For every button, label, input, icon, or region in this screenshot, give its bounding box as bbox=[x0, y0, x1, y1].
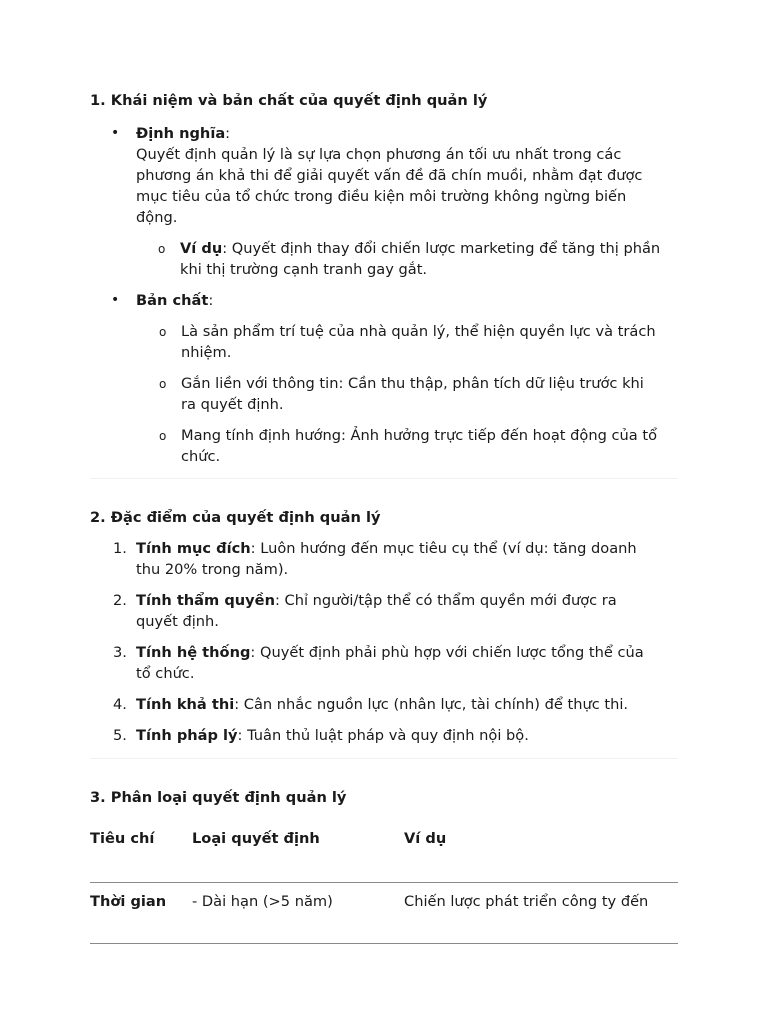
list-number: 1. bbox=[113, 540, 127, 557]
section-3-heading: 3. Phân loại quyết định quản lý bbox=[90, 789, 347, 806]
characteristic-text-cont: thu 20% trong năm). bbox=[136, 561, 289, 578]
section-divider bbox=[90, 478, 678, 479]
characteristic-item bbox=[90, 725, 678, 746]
table-cell: Thời gian bbox=[90, 883, 192, 944]
nature-item-text: Mang tính định hướng: Ảnh hưởng trực tiếp đến hoạt động của tổ bbox=[181, 427, 658, 444]
example-label: Ví dụ bbox=[180, 240, 223, 257]
circle-bullet-icon: o bbox=[159, 377, 167, 391]
characteristic-text-cont: quyết định. bbox=[136, 613, 219, 630]
characteristic-item bbox=[90, 590, 678, 632]
table-cell: - Dài hạn (>5 năm) bbox=[192, 883, 404, 944]
characteristic-term: Tính mục đích bbox=[136, 540, 251, 557]
table-cell: Chiến lược phát triển công ty đến bbox=[404, 883, 678, 944]
nature-item-text: Gắn liền với thông tin: Cần thu thập, phân tích dữ liệu trước khi bbox=[181, 375, 644, 392]
example-text: : Quyết định thay đổi chiến lược marketing để tăng thị phần bbox=[222, 240, 661, 257]
list-number: 5. bbox=[113, 727, 127, 744]
characteristic-term: Tính thẩm quyền bbox=[136, 592, 275, 609]
table-header-row bbox=[90, 820, 678, 883]
characteristic-text: : Tuân thủ luật pháp và quy định nội bộ. bbox=[237, 727, 529, 744]
nature-label: Bản chất bbox=[136, 292, 209, 309]
table-header-cell: Ví dụ bbox=[404, 820, 678, 883]
definition-colon: : bbox=[225, 125, 231, 142]
characteristic-text: : Quyết định phải phù hợp với chiến lược tổng thể của bbox=[250, 644, 644, 661]
characteristic-text: : Luôn hướng đến mục tiêu cụ thể (ví dụ: tăng doanh bbox=[250, 540, 637, 557]
section-1-bullet-list bbox=[90, 123, 678, 280]
nature-item-text: Là sản phẩm trí tuệ của nhà quản lý, thể hiện quyền lực và trách bbox=[181, 323, 656, 340]
definition-line: Quyết định quản lý là sự lựa chọn phương án tối ưu nhất trong các bbox=[136, 146, 622, 163]
circle-bullet-icon: o bbox=[159, 429, 167, 443]
nature-item bbox=[136, 321, 678, 363]
nature-item bbox=[136, 373, 678, 415]
characteristic-term: Tính hệ thống bbox=[136, 644, 251, 661]
characteristics-list bbox=[90, 538, 678, 756]
bullet-dot-icon: • bbox=[111, 292, 120, 308]
bullet-dot-icon: • bbox=[111, 125, 120, 141]
nature-item-text-cont: nhiệm. bbox=[181, 344, 232, 361]
characteristic-text-cont: tổ chức. bbox=[136, 665, 195, 682]
list-number: 3. bbox=[113, 644, 127, 661]
section-1-nature-list bbox=[90, 290, 678, 467]
table-header-cell: Tiêu chí bbox=[90, 820, 192, 883]
characteristic-term: Tính khả thi bbox=[136, 696, 235, 713]
characteristic-text: : Cân nhắc nguồn lực (nhân lực, tài chính) để thực thi. bbox=[234, 696, 629, 713]
nature-item bbox=[136, 425, 678, 467]
list-number: 4. bbox=[113, 696, 127, 713]
nature-colon: : bbox=[208, 292, 214, 309]
nature-sub-list bbox=[136, 321, 678, 467]
definition-line: động. bbox=[136, 209, 178, 226]
characteristic-item bbox=[90, 694, 678, 715]
definition-label: Định nghĩa bbox=[136, 125, 226, 142]
definition-line: mục tiêu của tổ chức trong điều kiện môi trường không ngừng biến bbox=[136, 188, 627, 205]
circle-bullet-icon: o bbox=[159, 325, 167, 339]
circle-bullet-icon: o bbox=[158, 242, 166, 256]
characteristic-item bbox=[90, 538, 678, 580]
example-text-cont: khi thị trường cạnh tranh gay gắt. bbox=[180, 261, 428, 278]
characteristic-term: Tính pháp lý bbox=[136, 727, 238, 744]
nature-item-text-cont: ra quyết định. bbox=[181, 396, 284, 413]
nature-item-text-cont: chức. bbox=[181, 448, 221, 465]
table-header-cell: Loại quyết định bbox=[192, 820, 404, 883]
characteristic-item bbox=[90, 642, 678, 684]
definition-sub-list bbox=[136, 238, 678, 280]
section-divider bbox=[90, 758, 678, 759]
section-2-heading: 2. Đặc điểm của quyết định quản lý bbox=[90, 509, 381, 526]
characteristic-text: : Chỉ người/tập thể có thẩm quyền mới được ra bbox=[274, 592, 617, 609]
definition-bullet bbox=[90, 123, 678, 280]
example-item bbox=[135, 238, 678, 280]
nature-bullet bbox=[90, 290, 678, 467]
section-1-heading: 1. Khái niệm và bản chất của quyết định quản lý bbox=[90, 92, 488, 109]
definition-line: phương án khả thi để giải quyết vấn đề đã chín muồi, nhằm đạt được bbox=[136, 167, 643, 184]
table-row bbox=[90, 883, 678, 944]
list-number: 2. bbox=[113, 592, 127, 609]
classification-table bbox=[90, 820, 678, 944]
